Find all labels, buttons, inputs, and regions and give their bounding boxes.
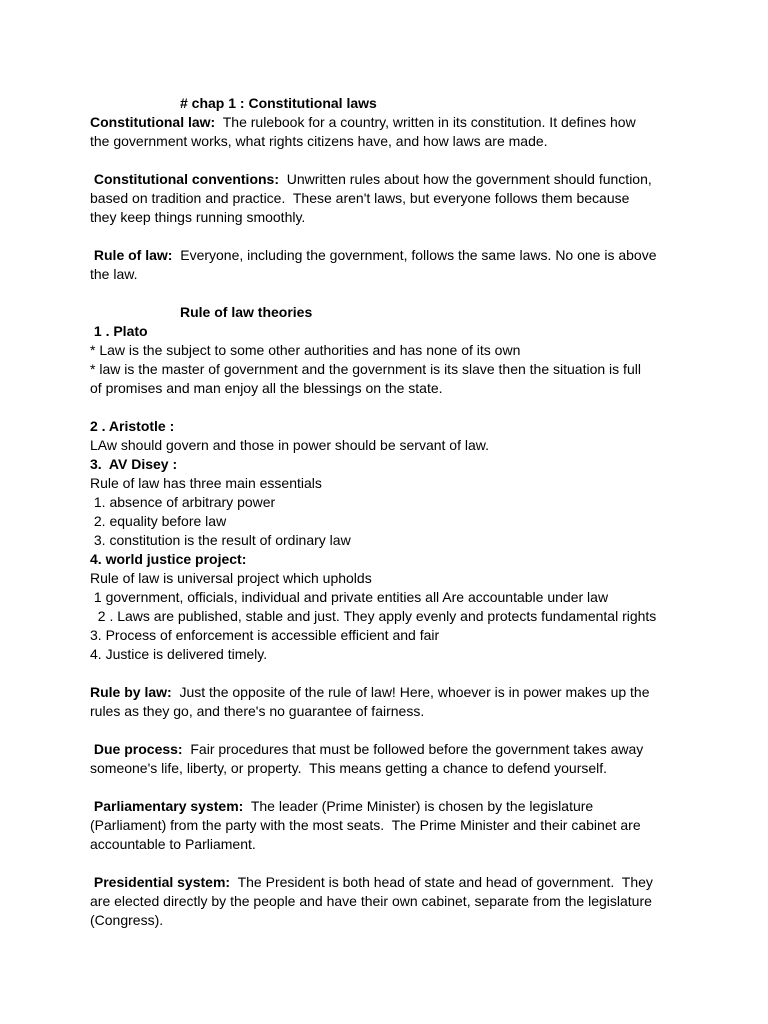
rule-by-law-line-1 — [90, 683, 690, 702]
conventions-text-1: Unwritten rules about how the government should function, — [279, 171, 652, 187]
spacer — [90, 398, 690, 417]
constitutional-law-term: Constitutional law: — [90, 114, 216, 130]
spacer — [90, 664, 690, 683]
constitutional-law-line-1 — [90, 113, 690, 132]
presidential-text-2: are elected directly by the people and have their own cabinet, separate from the legislature — [90, 893, 652, 909]
presidential-text-1: The President is both head of state and head of government. They — [230, 874, 653, 890]
presidential-line-1 — [90, 873, 690, 892]
due-process-line-1 — [90, 740, 690, 759]
parliamentary-text-2: (Parliament) from the party with the most seats. The Prime Minister and their cabinet are — [90, 817, 641, 833]
spacer — [90, 284, 690, 303]
rule-by-law-term: Rule by law: — [90, 684, 172, 700]
spacer — [90, 227, 690, 246]
disey-heading: 3. AV Disey : — [90, 456, 178, 472]
conventions-text-3: they keep things running smoothly. — [90, 209, 306, 225]
spacer — [90, 721, 690, 740]
wjp-item-2: 2 . Laws are published, stable and just. They apply evenly and protects fundamental rights — [90, 608, 657, 624]
conventions-line-1 — [90, 170, 690, 189]
aristotle-heading: 2 . Aristotle : — [90, 418, 175, 434]
rule-by-law-text-2: rules as they go, and there's no guarantee of fairness. — [90, 703, 425, 719]
wjp-heading: 4. world justice project: — [90, 551, 247, 567]
rule-of-law-line-1 — [90, 246, 690, 265]
parliamentary-term: Parliamentary system: — [90, 798, 244, 814]
rule-of-law-text-1: Everyone, including the government, follows the same laws. No one is above — [172, 247, 657, 263]
parliamentary-text-1: The leader (Prime Minister) is chosen by the legislature — [243, 798, 594, 814]
presidential-term: Presidential system: — [90, 874, 231, 890]
disey-item-2: 2. equality before law — [90, 513, 227, 529]
document-page — [90, 94, 690, 930]
spacer — [90, 854, 690, 873]
theories-heading: Rule of law theories — [180, 304, 313, 320]
disey-item-1: 1. absence of arbitrary power — [90, 494, 276, 510]
parliamentary-line-1 — [90, 797, 690, 816]
plato-heading: 1 . Plato — [90, 323, 148, 339]
spacer — [90, 151, 690, 170]
rule-of-law-text-2: the law. — [90, 266, 138, 282]
wjp-item-1: 1 government, officials, individual and private entities all Are accountable under law — [90, 589, 609, 605]
plato-point-2b: of promises and man enjoy all the blessings on the state. — [90, 380, 443, 396]
wjp-intro: Rule of law is universal project which upholds — [90, 570, 372, 586]
spacer — [90, 778, 690, 797]
rule-by-law-text-1: Just the opposite of the rule of law! Here, whoever is in power makes up the — [171, 684, 650, 700]
wjp-item-4: 4. Justice is delivered timely. — [90, 646, 268, 662]
disey-intro: Rule of law has three main essentials — [90, 475, 322, 491]
due-process-text-2: someone's life, liberty, or property. This means getting a chance to defend yourself. — [90, 760, 608, 776]
presidential-text-3: (Congress). — [90, 912, 164, 928]
due-process-term: Due process: — [90, 741, 183, 757]
page-title: # chap 1 : Constitutional laws — [180, 95, 377, 111]
aristotle-text: LAw should govern and those in power should be servant of law. — [90, 437, 489, 453]
constitutional-law-text-1: The rulebook for a country, written in its constitution. It defines how — [215, 114, 636, 130]
plato-point-1: * Law is the subject to some other authorities and has none of its own — [90, 342, 521, 358]
disey-item-3: 3. constitution is the result of ordinary law — [90, 532, 351, 548]
plato-point-2a: * law is the master of government and the government is its slave then the situation is full — [90, 361, 641, 377]
wjp-item-3: 3. Process of enforcement is accessible efficient and fair — [90, 627, 440, 643]
rule-of-law-term: Rule of law: — [90, 247, 173, 263]
constitutional-law-text-2: the government works, what rights citizens have, and how laws are made. — [90, 133, 548, 149]
due-process-text-1: Fair procedures that must be followed before the government takes away — [182, 741, 644, 757]
parliamentary-text-3: accountable to Parliament. — [90, 836, 256, 852]
conventions-text-2: based on tradition and practice. These aren't laws, but everyone follows them because — [90, 190, 630, 206]
conventions-term: Constitutional conventions: — [90, 171, 279, 187]
